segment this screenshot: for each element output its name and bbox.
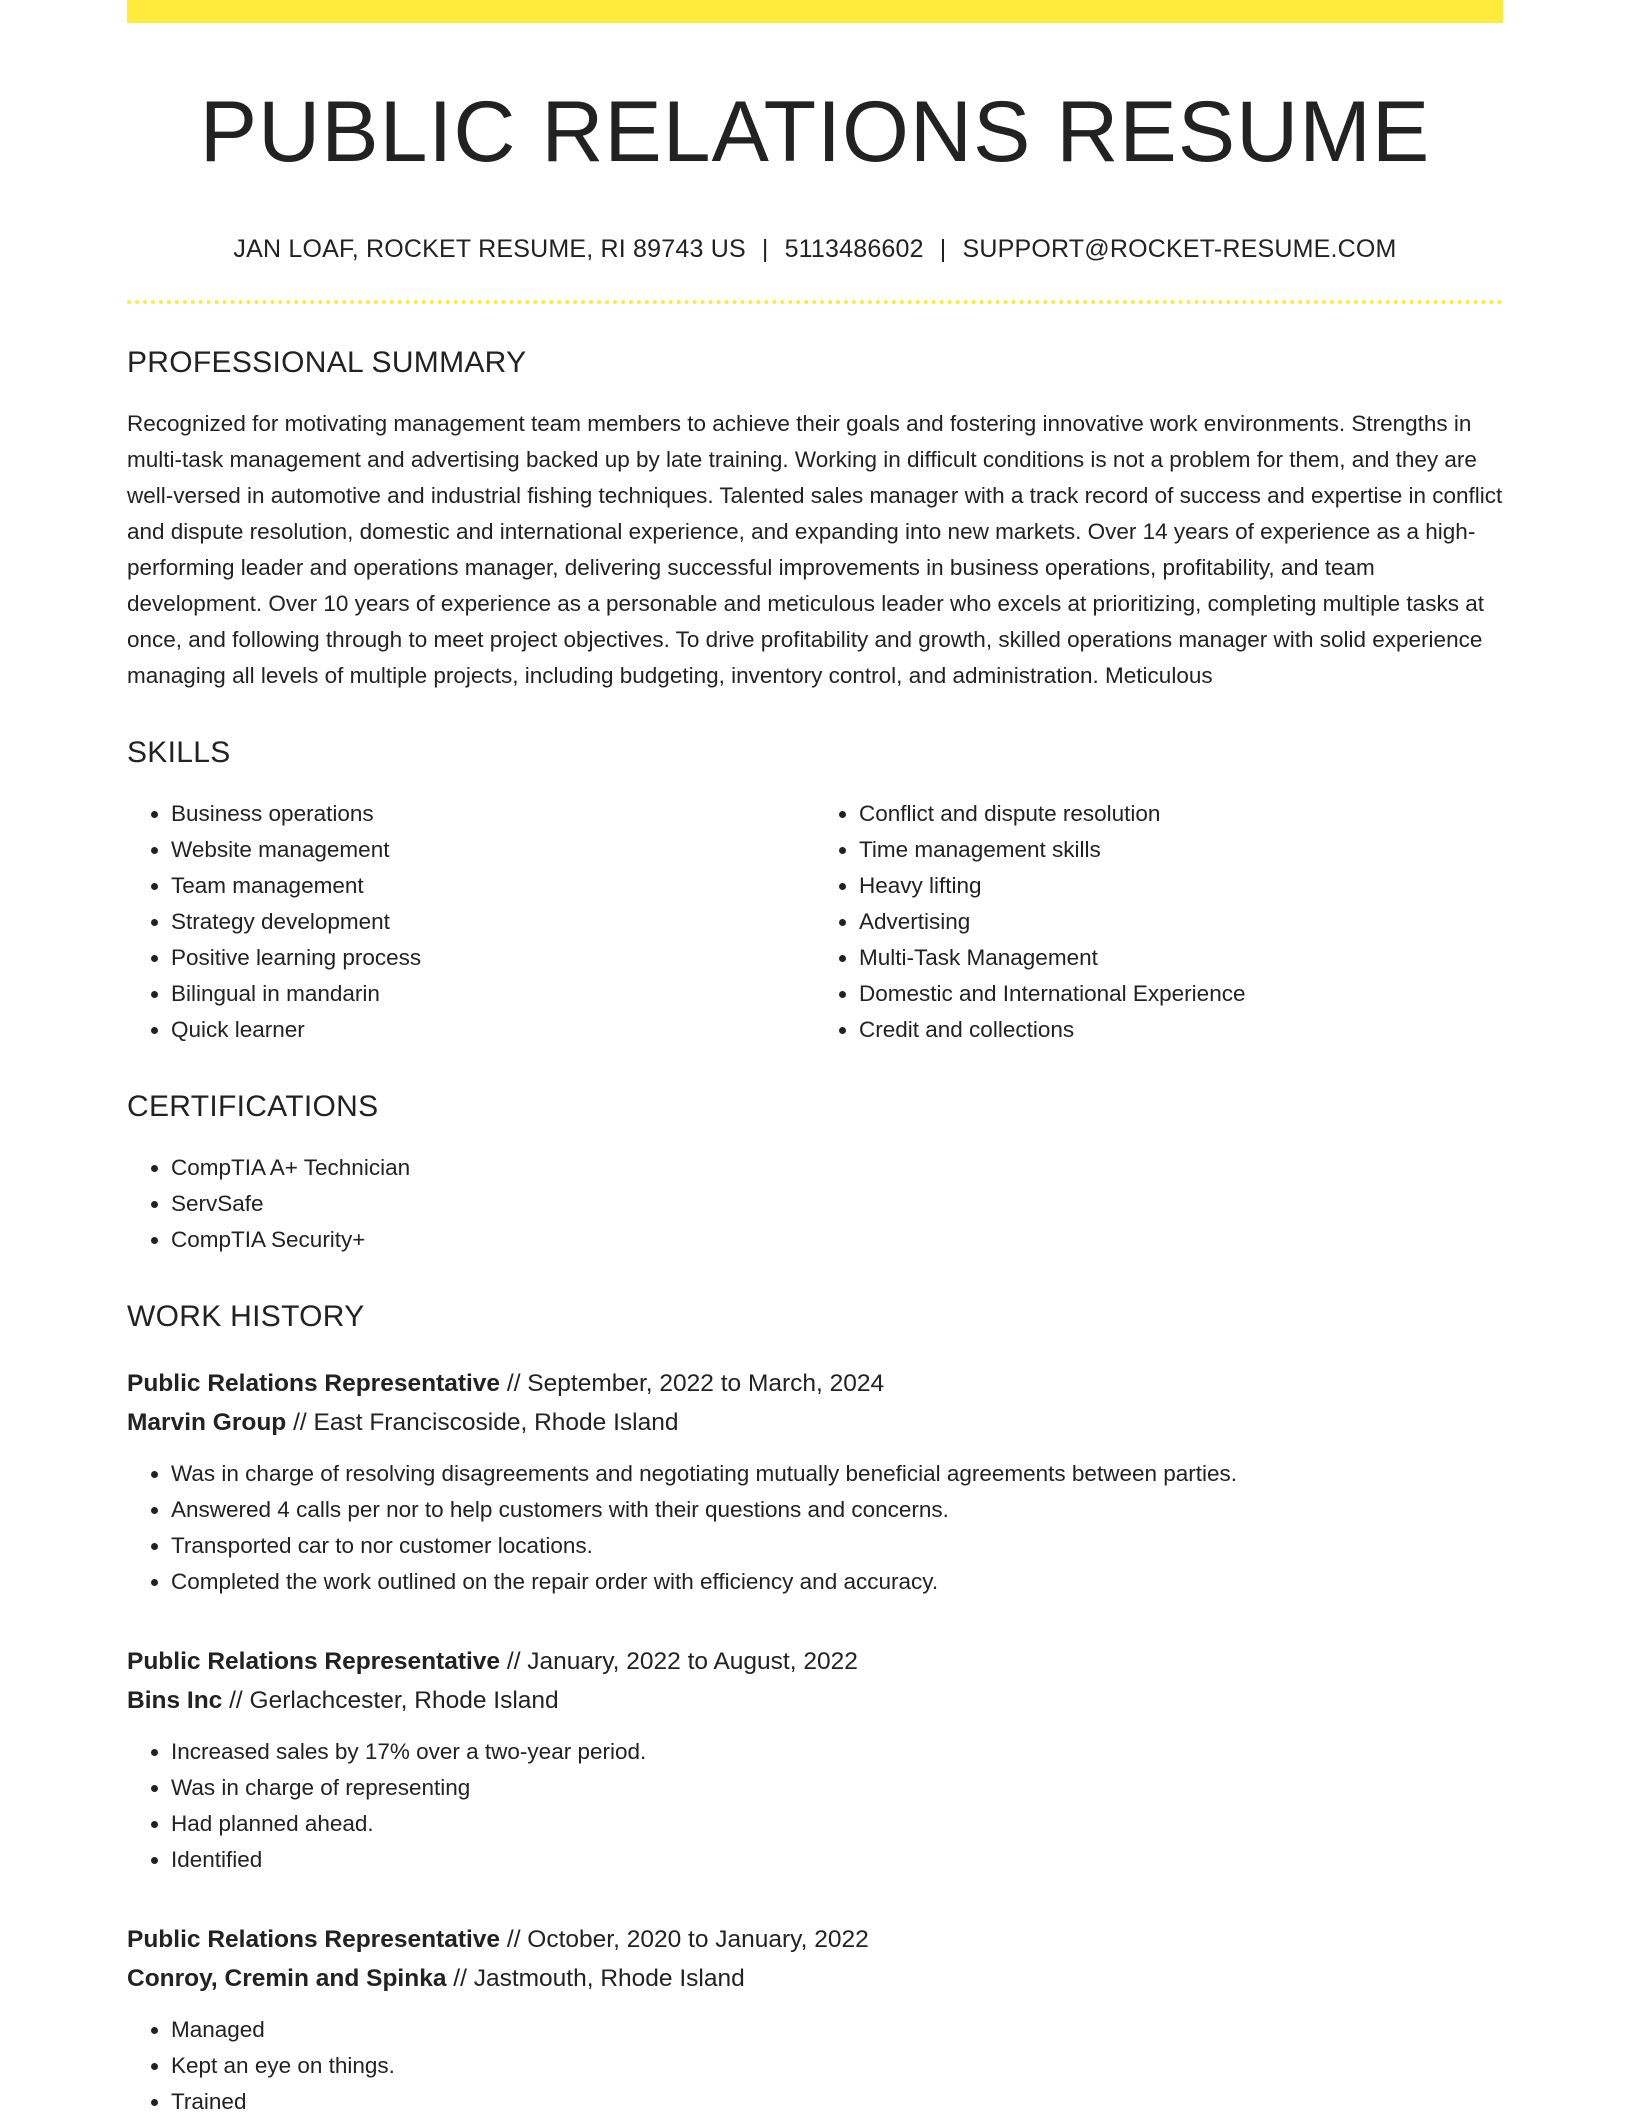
skill-item: • Advertising	[859, 904, 1503, 940]
contact-separator: |	[939, 234, 947, 263]
resume-title: PUBLIC RELATIONS RESUME	[199, 84, 1431, 180]
job-location: // Jastmouth, Rhode Island	[446, 1964, 745, 1992]
job-bullet: • Transported car to nor customer locations.	[171, 1528, 1503, 1564]
job-entry	[127, 1920, 1503, 2120]
skill-item: • Conflict and dispute resolution	[859, 796, 1503, 832]
job-title-line	[127, 1364, 1503, 1403]
skill-item: • Domestic and International Experience	[859, 976, 1503, 1012]
job-bullets	[127, 1734, 1503, 1878]
skill-item: • Quick learner	[171, 1012, 815, 1048]
summary-text: Recognized for motivating management team members to achieve their goals and fostering innovative work environments. Strengths in multi-task management and advertising backed up by late training. Working in difficult conditions is not a problem for them, and they are well-versed in automotive and industrial fishing techniques. Talented sales manager with a track record of success and expertise in conflict and dispute resolution, domestic and international experience, and expanding into new markets. Over 14 years of experience as a high-performing leader and operations manager, delivering successful improvements in business operations, profitability, and team development. Over 10 years of experience as a personable and meticulous leader who excels at prioritizing, completing multiple tasks at once, and following through to meet project objectives. To drive profitability and growth, skilled operations manager with solid experience managing all levels of multiple projects, including budgeting, inventory control, and administration. Meticulous	[127, 410, 1503, 688]
job-entry	[127, 1642, 1503, 1878]
work-history-section	[127, 1300, 1503, 2120]
job-title: Public Relations Representative	[127, 1647, 501, 1675]
summary-section	[127, 346, 1503, 694]
job-company-line	[127, 1681, 1503, 1720]
skills-section	[127, 736, 1503, 1048]
job-dates: // October, 2020 to January, 2022	[500, 1925, 869, 1953]
work-history-heading: WORK HISTORY	[127, 1299, 365, 1333]
job-title-line	[127, 1642, 1503, 1681]
skill-item: • Heavy lifting	[859, 868, 1503, 904]
job-location: // Gerlachcester, Rhode Island	[222, 1686, 559, 1714]
resume-page	[127, 0, 1503, 2120]
job-company-line	[127, 1959, 1503, 1998]
job-bullet: • Kept an eye on things.	[171, 2048, 1503, 2084]
skill-item: • Time management skills	[859, 832, 1503, 868]
job-bullet: • Trained	[171, 2084, 1503, 2120]
skill-item: • Credit and collections	[859, 1012, 1503, 1048]
job-company: Bins Inc	[127, 1686, 223, 1714]
skill-item: • Positive learning process	[171, 940, 815, 976]
certifications-section	[127, 1090, 1503, 1258]
skill-item: • Multi-Task Management	[859, 940, 1503, 976]
job-bullet: • Had planned ahead.	[171, 1806, 1503, 1842]
job-title-line	[127, 1920, 1503, 1959]
skill-item: • Strategy development	[171, 904, 815, 940]
contact-separator: |	[761, 234, 769, 263]
skills-heading: SKILLS	[127, 735, 231, 769]
skills-list-right	[815, 796, 1503, 1048]
job-bullet: • Identified	[171, 1842, 1503, 1878]
job-bullet: • Managed	[171, 2012, 1503, 2048]
job-company-line	[127, 1403, 1503, 1442]
job-location: // East Franciscoside, Rhode Island	[286, 1408, 679, 1436]
accent-top-bar	[127, 0, 1503, 23]
job-bullet: • Was in charge of representing	[171, 1770, 1503, 1806]
certifications-heading: CERTIFICATIONS	[127, 1089, 379, 1123]
certification-item: • ServSafe	[171, 1186, 1503, 1222]
job-bullets	[127, 1456, 1503, 1600]
skill-item: • Business operations	[171, 796, 815, 832]
skills-columns	[127, 796, 1503, 1048]
certification-item: • CompTIA A+ Technician	[171, 1150, 1503, 1186]
job-bullet: • Completed the work outlined on the repair order with efficiency and accuracy.	[171, 1564, 1503, 1600]
job-bullet: • Increased sales by 17% over a two-year period.	[171, 1734, 1503, 1770]
job-company: Marvin Group	[127, 1408, 287, 1436]
summary-heading: PROFESSIONAL SUMMARY	[127, 345, 527, 379]
job-title: Public Relations Representative	[127, 1369, 501, 1397]
contact-email: SUPPORT@ROCKET-RESUME.COM	[962, 234, 1397, 263]
job-company: Conroy, Cremin and Spinka	[127, 1964, 447, 1992]
contact-phone: 5113486602	[784, 234, 924, 263]
certification-item: • CompTIA Security+	[171, 1222, 1503, 1258]
skill-item: • Team management	[171, 868, 815, 904]
skill-item: • Bilingual in mandarin	[171, 976, 815, 1012]
dotted-divider	[127, 300, 1503, 304]
skills-list-left	[127, 796, 815, 1048]
job-dates: // September, 2022 to March, 2024	[500, 1369, 885, 1397]
skill-item: • Website management	[171, 832, 815, 868]
job-entry	[127, 1364, 1503, 1600]
certifications-list	[127, 1150, 1503, 1258]
contact-line	[127, 235, 1503, 264]
contact-address: JAN LOAF, ROCKET RESUME, RI 89743 US	[233, 234, 746, 263]
job-title: Public Relations Representative	[127, 1925, 501, 1953]
job-bullet: • Was in charge of resolving disagreements and negotiating mutually beneficial agreements between parties.	[171, 1456, 1503, 1492]
job-bullets	[127, 2012, 1503, 2120]
job-bullet: • Answered 4 calls per nor to help customers with their questions and concerns.	[171, 1492, 1503, 1528]
job-dates: // January, 2022 to August, 2022	[500, 1647, 858, 1675]
